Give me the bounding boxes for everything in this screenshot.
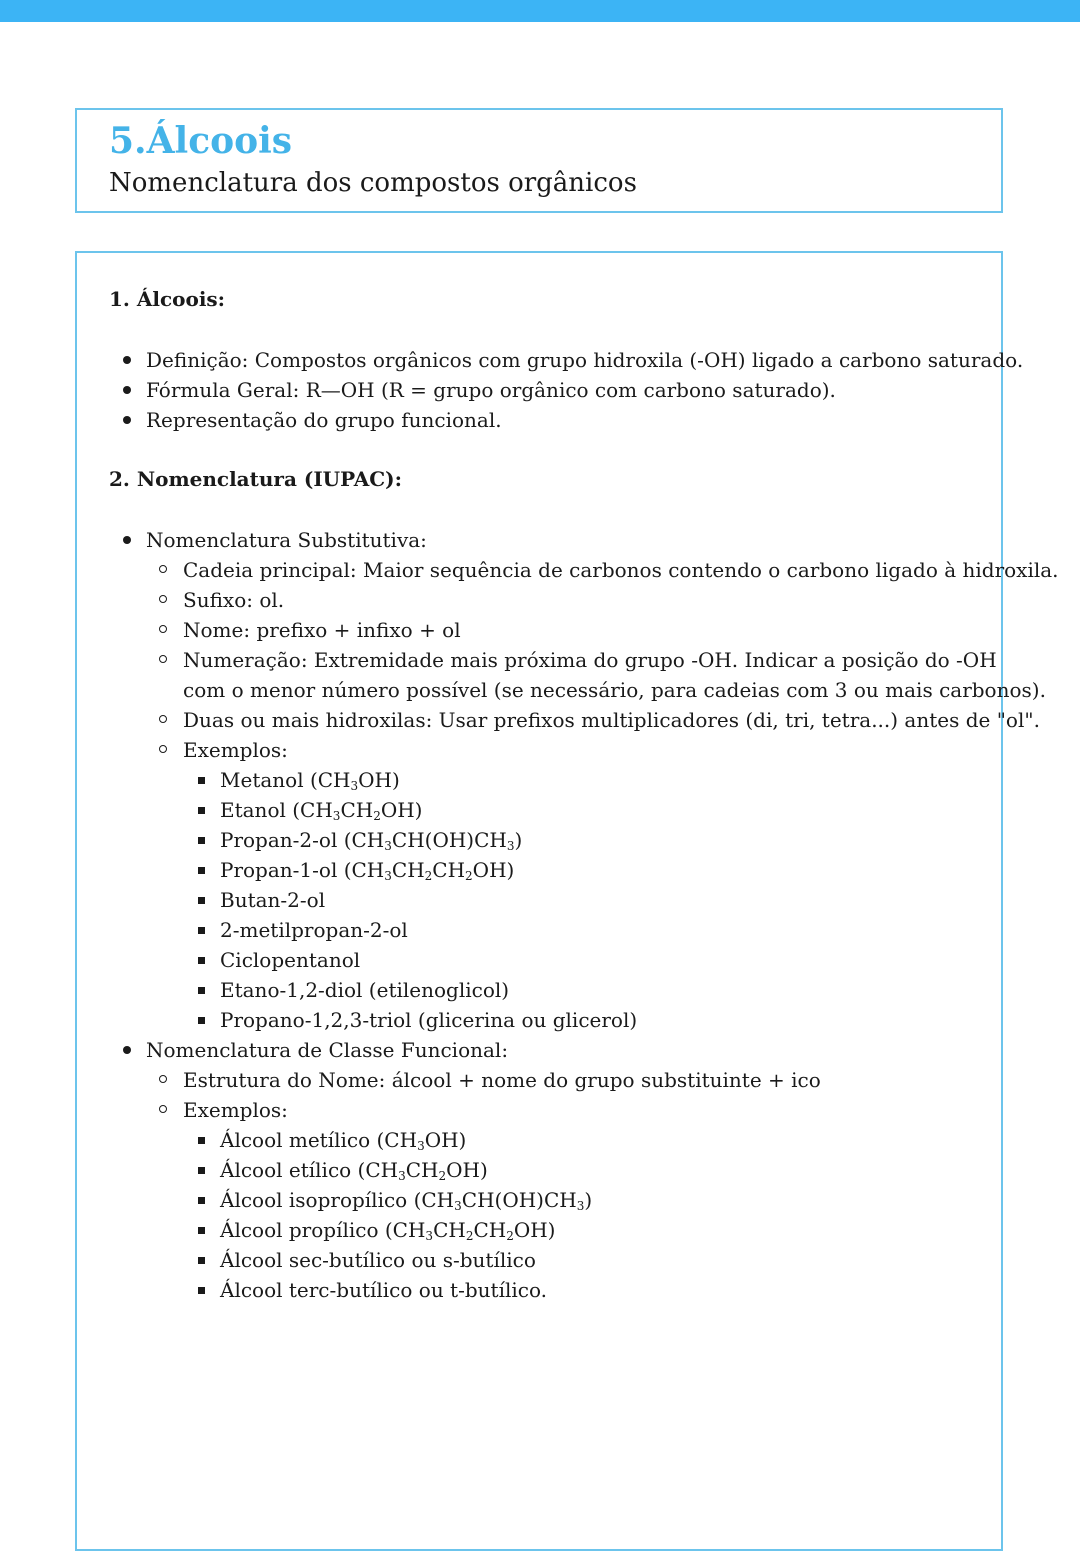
example-item (220, 1275, 547, 1305)
bullet-square (198, 1227, 205, 1234)
list-item-duas-hidroxilas: Duas ou mais hidroxilas: Usar prefixos multiplicadores (di, tri, tetra...) antes de "ol". (183, 708, 1040, 732)
bullet-disc (123, 386, 131, 394)
formula-subscript: 3 (398, 1169, 406, 1183)
bullet-disc (123, 356, 131, 364)
list-item-exemplos-classe: Exemplos: (183, 1098, 288, 1122)
formula-subscript: 2 (465, 869, 473, 883)
formula-subscript: 3 (417, 1139, 425, 1153)
bullet-square (198, 1257, 205, 1264)
bullet-square (198, 837, 205, 844)
list-item-formula-geral: Fórmula Geral: R—OH (R = grupo orgânico com carbono saturado). (146, 378, 836, 402)
formula-subscript: 2 (424, 869, 433, 883)
formula-text: CH (473, 1218, 507, 1242)
formula-subscript: 2 (438, 1169, 447, 1183)
formula-text: CH (433, 1218, 466, 1242)
example-text: Etano-1,2-diol (etilenoglicol) (220, 978, 510, 1002)
bullet-square (198, 927, 205, 934)
formula-text: ) (514, 828, 523, 852)
bullet-square (198, 1287, 205, 1294)
example-item (220, 975, 509, 1005)
list-item-classe-funcional: Nomenclatura de Classe Funcional: (146, 1038, 509, 1062)
example-text: 2-metilpropan-2-ol (220, 918, 408, 942)
bullet-square (198, 987, 205, 994)
formula-text: OH) (513, 1218, 556, 1242)
bullet-circle (159, 595, 167, 603)
list-item-numeracao: Numeração: Extremidade mais próxima do grupo -OH. Indicar a posição do -OH (183, 648, 997, 672)
bullet-square (198, 957, 205, 964)
formula-subscript: 2 (465, 1229, 474, 1243)
bullet-circle (159, 1075, 167, 1083)
header-box (75, 108, 1003, 213)
list-item-sufixo: Sufixo: ol. (183, 588, 285, 612)
list-item-exemplos: Exemplos: (183, 738, 288, 762)
bullet-square (198, 777, 205, 784)
formula-text: OH) (358, 768, 400, 792)
example-text: Álcool metílico (CH (220, 1128, 418, 1152)
top-accent-bar (0, 0, 1080, 22)
list-item-numeracao-cont: com o menor número possível (se necessário, para cadeias com 3 ou mais carbonos). (183, 678, 1046, 702)
list-item-cadeia-principal: Cadeia principal: Maior sequência de carbonos contendo o carbono ligado à hidroxila. (183, 558, 1059, 582)
formula-text: OH) (472, 858, 515, 882)
formula-text: OH) (380, 798, 423, 822)
bullet-square (198, 1137, 205, 1144)
formula-text: CH(OH)CH (391, 828, 507, 852)
example-item (220, 885, 325, 915)
formula-subscript: 3 (384, 839, 392, 853)
formula-text: CH(OH)CH (461, 1188, 577, 1212)
example-text: Propan-1-ol (CH (220, 858, 385, 882)
bullet-circle (159, 625, 167, 633)
bullet-circle (159, 745, 167, 753)
example-text: Etanol (CH (220, 798, 333, 822)
section-heading-nomenclatura: 2. Nomenclatura (IUPAC): (109, 467, 402, 491)
bullet-disc (123, 416, 131, 424)
example-text: Álcool terc-butílico ou t-butílico. (220, 1278, 548, 1302)
example-text: Álcool isopropílico (CH (220, 1188, 455, 1212)
formula-subscript: 3 (350, 779, 359, 793)
formula-text: CH (340, 798, 374, 822)
bullet-square (198, 1017, 205, 1024)
example-item (220, 1005, 637, 1035)
example-text: Propano-1,2,3-triol (glicerina ou glicerol) (220, 1008, 638, 1032)
example-text: Ciclopentanol (220, 948, 361, 972)
formula-text: OH) (424, 1128, 467, 1152)
formula-text: CH (391, 858, 425, 882)
example-text: Metanol (CH (220, 768, 351, 792)
list-item-substitutiva: Nomenclatura Substitutiva: (146, 528, 427, 552)
formula-subscript: 3 (454, 1199, 462, 1213)
list-item-nome: Nome: prefixo + infixo + ol (183, 618, 461, 642)
bullet-square (198, 897, 205, 904)
page-subtitle: Nomenclatura dos compostos orgânicos (109, 168, 637, 198)
example-text: Álcool sec-butílico ou s-butílico (220, 1248, 536, 1272)
formula-subscript: 3 (332, 809, 341, 823)
bullet-square (198, 807, 205, 814)
example-text: Butan-2-ol (220, 888, 326, 912)
formula-subscript: 2 (506, 1229, 514, 1243)
list-item-estrutura-nome: Estrutura do Nome: álcool + nome do grupo substituinte + ico (183, 1068, 821, 1092)
example-item (220, 1245, 536, 1275)
bullet-circle (159, 1105, 167, 1113)
formula-subscript: 2 (373, 809, 381, 823)
bullet-circle (159, 565, 167, 573)
example-text: Álcool propílico (CH (220, 1218, 426, 1242)
bullet-square (198, 1167, 205, 1174)
formula-text: CH (405, 1158, 439, 1182)
list-item-definicao: Definição: Compostos orgânicos com grupo hidroxila (-OH) ligado a carbono saturado. (146, 348, 1024, 372)
section-heading-alcoois: 1. Álcoois: (109, 287, 226, 311)
formula-subscript: 3 (384, 869, 392, 883)
content-box (75, 251, 1059, 1551)
formula-text: ) (584, 1188, 593, 1212)
bullet-disc (123, 536, 131, 544)
example-item (220, 945, 360, 975)
formula-text: CH (432, 858, 466, 882)
bullet-square (198, 1197, 205, 1204)
example-item (220, 915, 408, 945)
list-item-representacao: Representação do grupo funcional. (146, 408, 502, 432)
example-text: Propan-2-ol (CH (220, 828, 385, 852)
bullet-square (198, 867, 205, 874)
formula-text: OH) (446, 1158, 488, 1182)
formula-subscript: 3 (506, 839, 515, 853)
page-title: 5.Álcoois (109, 120, 293, 162)
bullet-circle (159, 655, 167, 663)
bullet-disc (123, 1046, 131, 1054)
formula-subscript: 3 (425, 1229, 434, 1243)
bullet-circle (159, 715, 167, 723)
formula-subscript: 3 (576, 1199, 585, 1213)
example-text: Álcool etílico (CH (220, 1158, 399, 1182)
